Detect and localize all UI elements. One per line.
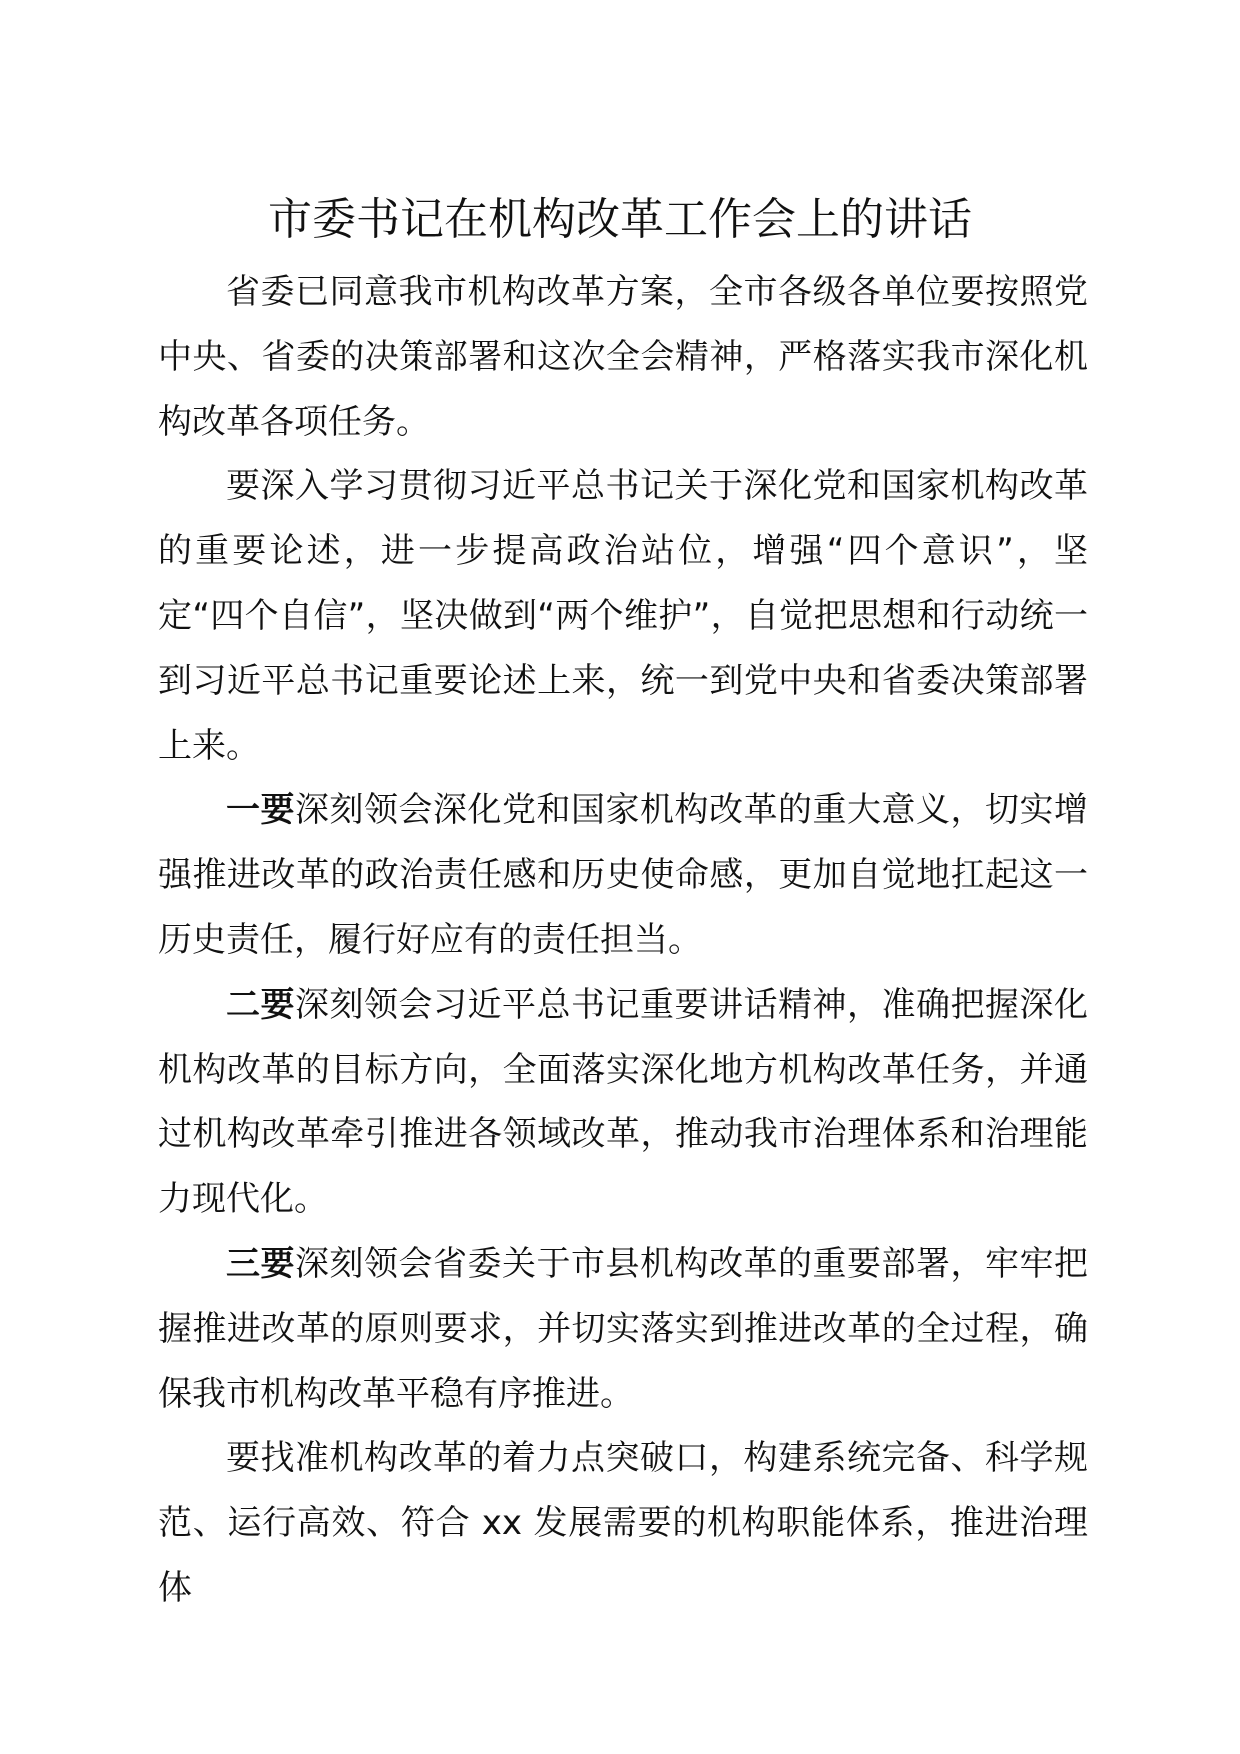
paragraph: [158, 1232, 1088, 1426]
paragraph: [158, 973, 1088, 1232]
paragraph-lead: 一要: [226, 790, 295, 831]
paragraph: [158, 1426, 1088, 1620]
paragraph-text: 深刻领会深化党和国家机构改革的重大意义，切实增强推进改革的政治责任感和历史使命感，更加自觉地扛起这一历史责任，履行好应有的责任担当。: [158, 790, 1088, 960]
paragraph-text: 要深入学习贯彻习近平总书记关于深化党和国家机构改革的重要论述，进一步提高政治站位，增强“四个意识”，坚定“四个自信”，坚决做到“两个维护”，自觉把思想和行动统一到习近平总书记重要论述上来，统一到党中央和省委决策部署上来。: [158, 466, 1088, 766]
paragraph: [158, 778, 1088, 972]
document-body: [158, 260, 1088, 1621]
paragraph-text: 深刻领会省委关于市县机构改革的重要部署，牢牢把握推进改革的原则要求，并切实落实到推进改革的全过程，确保我市机构改革平稳有序推进。: [158, 1243, 1088, 1414]
paragraph: [158, 454, 1088, 778]
paragraph-text: 省委已同意我市机构改革方案，全市各级各单位要按照党中央、省委的决策部署和这次全会精神，严格落实我市深化机构改革各项任务。: [158, 272, 1088, 442]
document-title: 市委书记在机构改革工作会上的讲话: [268, 194, 972, 245]
paragraph-lead: 二要: [226, 984, 295, 1025]
paragraph-text: 要找准机构改革的着力点突破口，构建系统完备、科学规范、运行高效、符合 xx 发展需要的机构职能体系，推进治理体: [158, 1438, 1088, 1608]
paragraph: [158, 260, 1088, 454]
paragraph-lead: 三要: [226, 1243, 295, 1284]
paragraph-text: 深刻领会习近平总书记重要讲话精神，准确把握深化机构改革的目标方向，全面落实深化地方机构改革任务，并通过机构改革牵引推进各领域改革，推动我市治理体系和治理能力现代化。: [158, 984, 1088, 1220]
